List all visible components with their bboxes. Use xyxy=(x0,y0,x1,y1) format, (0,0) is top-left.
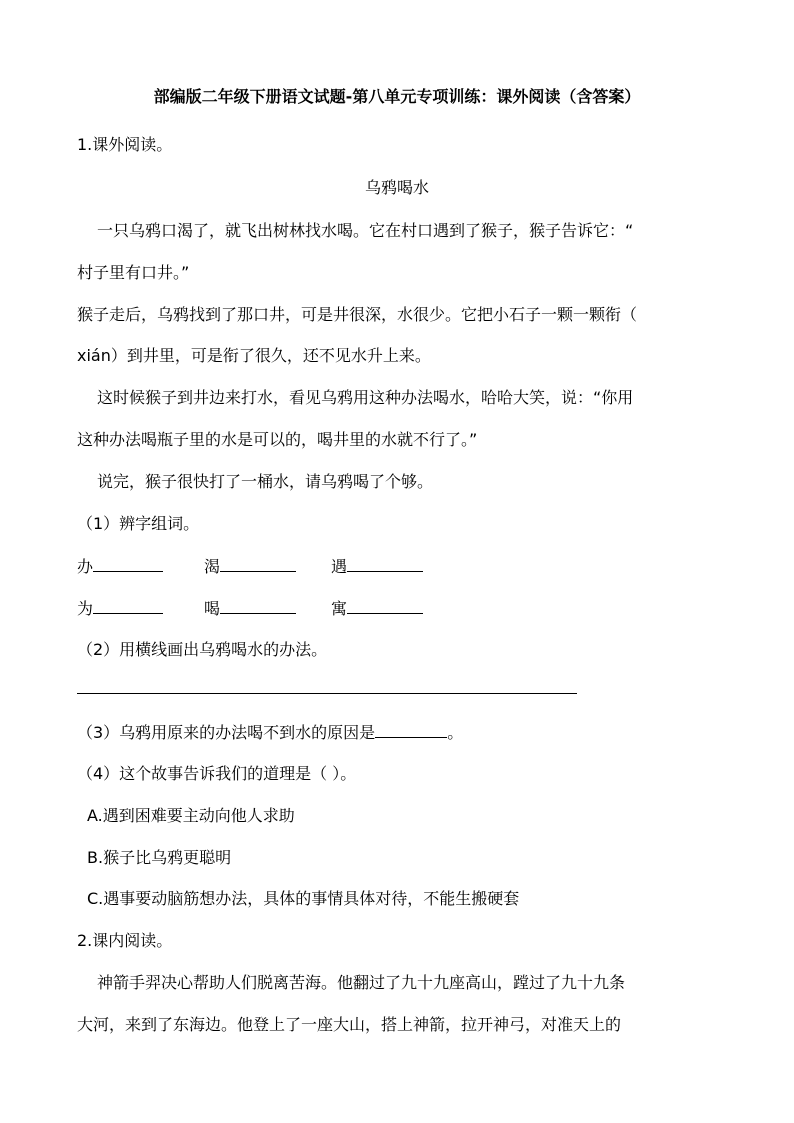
word-char: 寓 xyxy=(331,599,348,618)
answer-line[interactable] xyxy=(77,693,577,694)
sub-question-2: （2）用横线画出乌鸦喝水的办法。 xyxy=(77,640,328,659)
story-paragraph-4: 说完，猴子很快打了一桶水，请乌鸦喝了个够。 xyxy=(97,472,434,491)
story-title: 乌鸦喝水 xyxy=(364,178,429,197)
sub-question-3-text: （3）乌鸦用原来的办法喝不到水的原因是 xyxy=(77,723,376,742)
answer-blank[interactable] xyxy=(93,597,163,614)
answer-blank[interactable] xyxy=(93,555,163,572)
word-item xyxy=(204,597,296,620)
word-item xyxy=(331,555,423,578)
word-item xyxy=(331,597,423,620)
question-1-heading: 1.课外阅读。 xyxy=(77,135,173,154)
passage-line-2: 大河，来到了东海边。他登上了一座大山，搭上神箭，拉开神弓，对准天上的 xyxy=(77,1015,622,1034)
option-c: C.遇事要动脑筋想办法，具体的事情具体对待，不能生搬硬套 xyxy=(87,889,520,908)
story-paragraph-1-line-2: 村子里有口井。” xyxy=(77,263,190,282)
option-b: B.猴子比乌鸦更聪明 xyxy=(87,848,232,867)
word-char: 喝 xyxy=(204,599,221,618)
word-char: 遇 xyxy=(331,557,348,576)
sub-question-1: （1）辨字组词。 xyxy=(77,514,200,533)
question-2-heading: 2.课内阅读。 xyxy=(77,931,173,950)
sub-question-3-end: 。 xyxy=(447,723,464,742)
answer-blank[interactable] xyxy=(347,597,423,614)
story-paragraph-2-line-1: 猴子走后，乌鸦找到了那口井，可是井很深，水很少。它把小石子一颗一颗衔（ xyxy=(77,305,638,324)
word-item xyxy=(77,555,163,578)
word-item xyxy=(204,555,296,578)
word-char: 办 xyxy=(77,557,94,576)
word-char: 渴 xyxy=(204,557,221,576)
answer-blank[interactable] xyxy=(347,555,423,572)
story-paragraph-1-line-1: 一只乌鸦口渴了，就飞出树林找水喝。它在村口遇到了猴子，猴子告诉它：“ xyxy=(97,221,634,240)
option-a: A.遇到困难要主动向他人求助 xyxy=(87,806,295,825)
answer-blank[interactable] xyxy=(375,721,447,738)
answer-blank[interactable] xyxy=(220,555,296,572)
sub-question-4: （4）这个故事告诉我们的道理是（ ）。 xyxy=(77,764,357,783)
document-title: 部编版二年级下册语文试题-第八单元专项训练：课外阅读（含答案） xyxy=(153,87,641,106)
sub-question-3 xyxy=(77,721,463,744)
word-item xyxy=(77,597,163,620)
story-paragraph-2-line-2: xián）到井里，可是衔了很久，还不见水升上来。 xyxy=(77,346,431,365)
word-char: 为 xyxy=(77,599,94,618)
answer-blank[interactable] xyxy=(220,597,296,614)
story-paragraph-3-line-1: 这时候猴子到井边来打水，看见乌鸦用这种办法喝水，哈哈大笑，说：“你用 xyxy=(97,388,634,407)
story-paragraph-3-line-2: 这种办法喝瓶子里的水是可以的，喝井里的水就不行了。” xyxy=(77,430,478,449)
passage-line-1: 神箭手羿决心帮助人们脱离苦海。他翻过了九十九座高山，蹚过了九十九条 xyxy=(97,973,626,992)
